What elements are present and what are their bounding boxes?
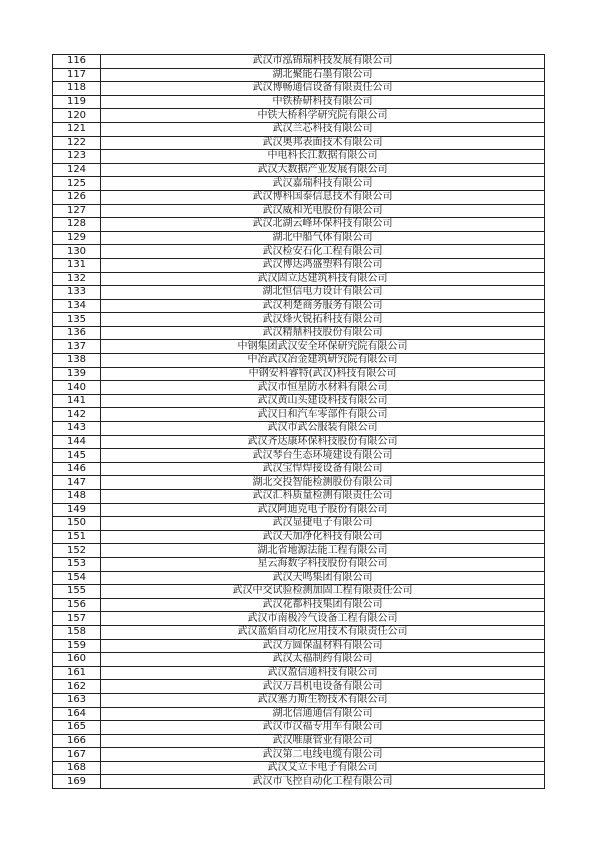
row-number-cell: 157: [53, 612, 101, 626]
table-row: [53, 109, 545, 123]
table-row: [53, 258, 545, 272]
row-number-cell: 150: [53, 517, 101, 531]
company-name-cell: 中铁大桥科学研究院有限公司: [101, 109, 545, 123]
row-number-cell: 155: [53, 585, 101, 599]
table-row: [53, 517, 545, 531]
company-name-cell: 武汉中交试验检测加固工程有限责任公司: [101, 585, 545, 599]
row-number-cell: 147: [53, 476, 101, 490]
table-row: [53, 680, 545, 694]
company-name-cell: 武汉太福制药有限公司: [101, 653, 545, 667]
company-name-cell: 武汉兰芯科技有限公司: [101, 122, 545, 136]
table-row: [53, 490, 545, 504]
row-number-cell: 138: [53, 354, 101, 368]
row-number-cell: 116: [53, 55, 101, 69]
company-name-cell: 武汉固立达建筑科技有限公司: [101, 272, 545, 286]
company-name-cell: 武汉博科国泰信息技术有限公司: [101, 190, 545, 204]
company-name-cell: 湖北聚能石墨有限公司: [101, 68, 545, 82]
table-row: [53, 122, 545, 136]
table-row: [53, 612, 545, 626]
table-row: [53, 449, 545, 463]
table-row: [53, 557, 545, 571]
table-row: [53, 721, 545, 735]
table-row: [53, 408, 545, 422]
row-number-cell: 141: [53, 394, 101, 408]
company-name-cell: 中钢集团武汉安全环保研究院有限公司: [101, 340, 545, 354]
company-name-cell: 武汉方圆保温材料有限公司: [101, 639, 545, 653]
row-number-cell: 154: [53, 571, 101, 585]
table-body: [53, 55, 545, 789]
table-row: [53, 530, 545, 544]
table-row: [53, 666, 545, 680]
row-number-cell: 160: [53, 653, 101, 667]
row-number-cell: 145: [53, 449, 101, 463]
table-row: [53, 476, 545, 490]
company-name-cell: 湖北交投智能检测股份有限公司: [101, 476, 545, 490]
company-name-cell: 武汉利楚商务服务有限公司: [101, 299, 545, 313]
table-row: [53, 761, 545, 775]
row-number-cell: 125: [53, 177, 101, 191]
row-number-cell: 164: [53, 707, 101, 721]
table-row: [53, 136, 545, 150]
table-row: [53, 150, 545, 164]
company-name-cell: 湖北信通通信有限公司: [101, 707, 545, 721]
row-number-cell: 130: [53, 245, 101, 259]
row-number-cell: 151: [53, 530, 101, 544]
table-row: [53, 734, 545, 748]
company-name-cell: 武汉艾立卡电子有限公司: [101, 761, 545, 775]
row-number-cell: 144: [53, 435, 101, 449]
company-name-cell: 湖北恒信电力设计有限公司: [101, 286, 545, 300]
company-name-cell: 武汉大数据产业发展有限公司: [101, 163, 545, 177]
row-number-cell: 169: [53, 775, 101, 789]
row-number-cell: 153: [53, 557, 101, 571]
company-name-cell: 武汉博畅通信设备有限责任公司: [101, 82, 545, 96]
row-number-cell: 119: [53, 95, 101, 109]
company-name-cell: 武汉天加净化科技有限公司: [101, 530, 545, 544]
company-name-cell: 武汉盈信通科技有限公司: [101, 666, 545, 680]
row-number-cell: 146: [53, 462, 101, 476]
row-number-cell: 128: [53, 218, 101, 232]
table-row: [53, 422, 545, 436]
table-row: [53, 55, 545, 69]
row-number-cell: 143: [53, 422, 101, 436]
table-row: [53, 775, 545, 789]
company-name-cell: 武汉精鼎科技股份有限公司: [101, 326, 545, 340]
row-number-cell: 136: [53, 326, 101, 340]
company-name-cell: 中钢安科睿特(武汉)科技有限公司: [101, 367, 545, 381]
company-name-cell: 武汉琴台生态环境建设有限公司: [101, 449, 545, 463]
company-name-cell: 武汉市汉福专用车有限公司: [101, 721, 545, 735]
row-number-cell: 122: [53, 136, 101, 150]
table-row: [53, 190, 545, 204]
row-number-cell: 149: [53, 503, 101, 517]
table-row: [53, 653, 545, 667]
row-number-cell: 118: [53, 82, 101, 96]
table-row: [53, 394, 545, 408]
company-name-cell: 武汉市武公服装有限公司: [101, 422, 545, 436]
row-number-cell: 140: [53, 381, 101, 395]
table-row: [53, 598, 545, 612]
company-name-cell: 武汉市南极冷气设备工程有限公司: [101, 612, 545, 626]
row-number-cell: 117: [53, 68, 101, 82]
table-row: [53, 571, 545, 585]
table-row: [53, 95, 545, 109]
table-row: [53, 503, 545, 517]
row-number-cell: 120: [53, 109, 101, 123]
table-row: [53, 231, 545, 245]
table-row: [53, 245, 545, 259]
row-number-cell: 161: [53, 666, 101, 680]
row-number-cell: 124: [53, 163, 101, 177]
company-name-cell: 武汉市恒星防水材料有限公司: [101, 381, 545, 395]
table-row: [53, 625, 545, 639]
row-number-cell: 137: [53, 340, 101, 354]
company-name-cell: 武汉黄山头建设科技有限公司: [101, 394, 545, 408]
row-number-cell: 167: [53, 748, 101, 762]
row-number-cell: 129: [53, 231, 101, 245]
table-row: [53, 367, 545, 381]
table-row: [53, 639, 545, 653]
company-name-cell: 湖北中船气体有限公司: [101, 231, 545, 245]
row-number-cell: 134: [53, 299, 101, 313]
company-name-cell: 武汉奥邦表面技术有限公司: [101, 136, 545, 150]
company-name-cell: 中铁桥研科技有限公司: [101, 95, 545, 109]
table-row: [53, 381, 545, 395]
company-name-cell: 武汉北湖云峰环保科技有限公司: [101, 218, 545, 232]
company-name-cell: 中电科长江数据有限公司: [101, 150, 545, 164]
table-row: [53, 286, 545, 300]
company-name-cell: 武汉威和光电股份有限公司: [101, 204, 545, 218]
company-name-cell: 武汉唯康管业有限公司: [101, 734, 545, 748]
row-number-cell: 165: [53, 721, 101, 735]
company-name-cell: 武汉市飞控自动化工程有限公司: [101, 775, 545, 789]
company-name-cell: 武汉烽火锐拓科技有限公司: [101, 313, 545, 327]
table-row: [53, 354, 545, 368]
company-name-cell: 武汉宝悍焊接设备有限公司: [101, 462, 545, 476]
table-row: [53, 462, 545, 476]
table-row: [53, 544, 545, 558]
table-row: [53, 693, 545, 707]
row-number-cell: 135: [53, 313, 101, 327]
row-number-cell: 156: [53, 598, 101, 612]
company-name-cell: 武汉万昌机电设备有限公司: [101, 680, 545, 694]
table-row: [53, 326, 545, 340]
company-name-cell: 武汉检安石化工程有限公司: [101, 245, 545, 259]
row-number-cell: 168: [53, 761, 101, 775]
row-number-cell: 163: [53, 693, 101, 707]
row-number-cell: 142: [53, 408, 101, 422]
table-row: [53, 748, 545, 762]
row-number-cell: 158: [53, 625, 101, 639]
table-row: [53, 272, 545, 286]
row-number-cell: 123: [53, 150, 101, 164]
row-number-cell: 139: [53, 367, 101, 381]
company-name-cell: 武汉天鸣集团有限公司: [101, 571, 545, 585]
company-name-cell: 武汉齐达康环保科技股份有限公司: [101, 435, 545, 449]
company-name-cell: 武汉塞力斯生物技术有限公司: [101, 693, 545, 707]
row-number-cell: 132: [53, 272, 101, 286]
row-number-cell: 126: [53, 190, 101, 204]
row-number-cell: 152: [53, 544, 101, 558]
table-row: [53, 299, 545, 313]
table-row: [53, 218, 545, 232]
table-row: [53, 435, 545, 449]
row-number-cell: 162: [53, 680, 101, 694]
company-name-cell: 武汉嘉瑞科技有限公司: [101, 177, 545, 191]
company-name-cell: 武汉第二电线电缆有限公司: [101, 748, 545, 762]
table-row: [53, 707, 545, 721]
company-name-cell: 武汉汇科质量检测有限责任公司: [101, 490, 545, 504]
company-name-cell: 武汉日和汽车零部件有限公司: [101, 408, 545, 422]
table-row: [53, 585, 545, 599]
table-row: [53, 163, 545, 177]
row-number-cell: 133: [53, 286, 101, 300]
company-name-cell: 星云海数字科技股份有限公司: [101, 557, 545, 571]
table-row: [53, 68, 545, 82]
company-name-cell: 武汉花都科技集团有限公司: [101, 598, 545, 612]
table-row: [53, 204, 545, 218]
table-row: [53, 313, 545, 327]
row-number-cell: 166: [53, 734, 101, 748]
row-number-cell: 148: [53, 490, 101, 504]
company-name-cell: 武汉市泓锦瑞科技发展有限公司: [101, 55, 545, 69]
company-list-table: [52, 54, 545, 789]
table-row: [53, 340, 545, 354]
table-row: [53, 82, 545, 96]
company-name-cell: 武汉蓝焰自动化应用技术有限责任公司: [101, 625, 545, 639]
row-number-cell: 131: [53, 258, 101, 272]
company-name-cell: 武汉显捷电子有限公司: [101, 517, 545, 531]
company-name-cell: 湖北省地源法能工程有限公司: [101, 544, 545, 558]
table-row: [53, 177, 545, 191]
row-number-cell: 121: [53, 122, 101, 136]
company-name-cell: 武汉阿迪克电子股份有限公司: [101, 503, 545, 517]
company-name-cell: 中冶武汉冶金建筑研究院有限公司: [101, 354, 545, 368]
company-name-cell: 武汉博达鸿盛塑料有限公司: [101, 258, 545, 272]
row-number-cell: 159: [53, 639, 101, 653]
row-number-cell: 127: [53, 204, 101, 218]
